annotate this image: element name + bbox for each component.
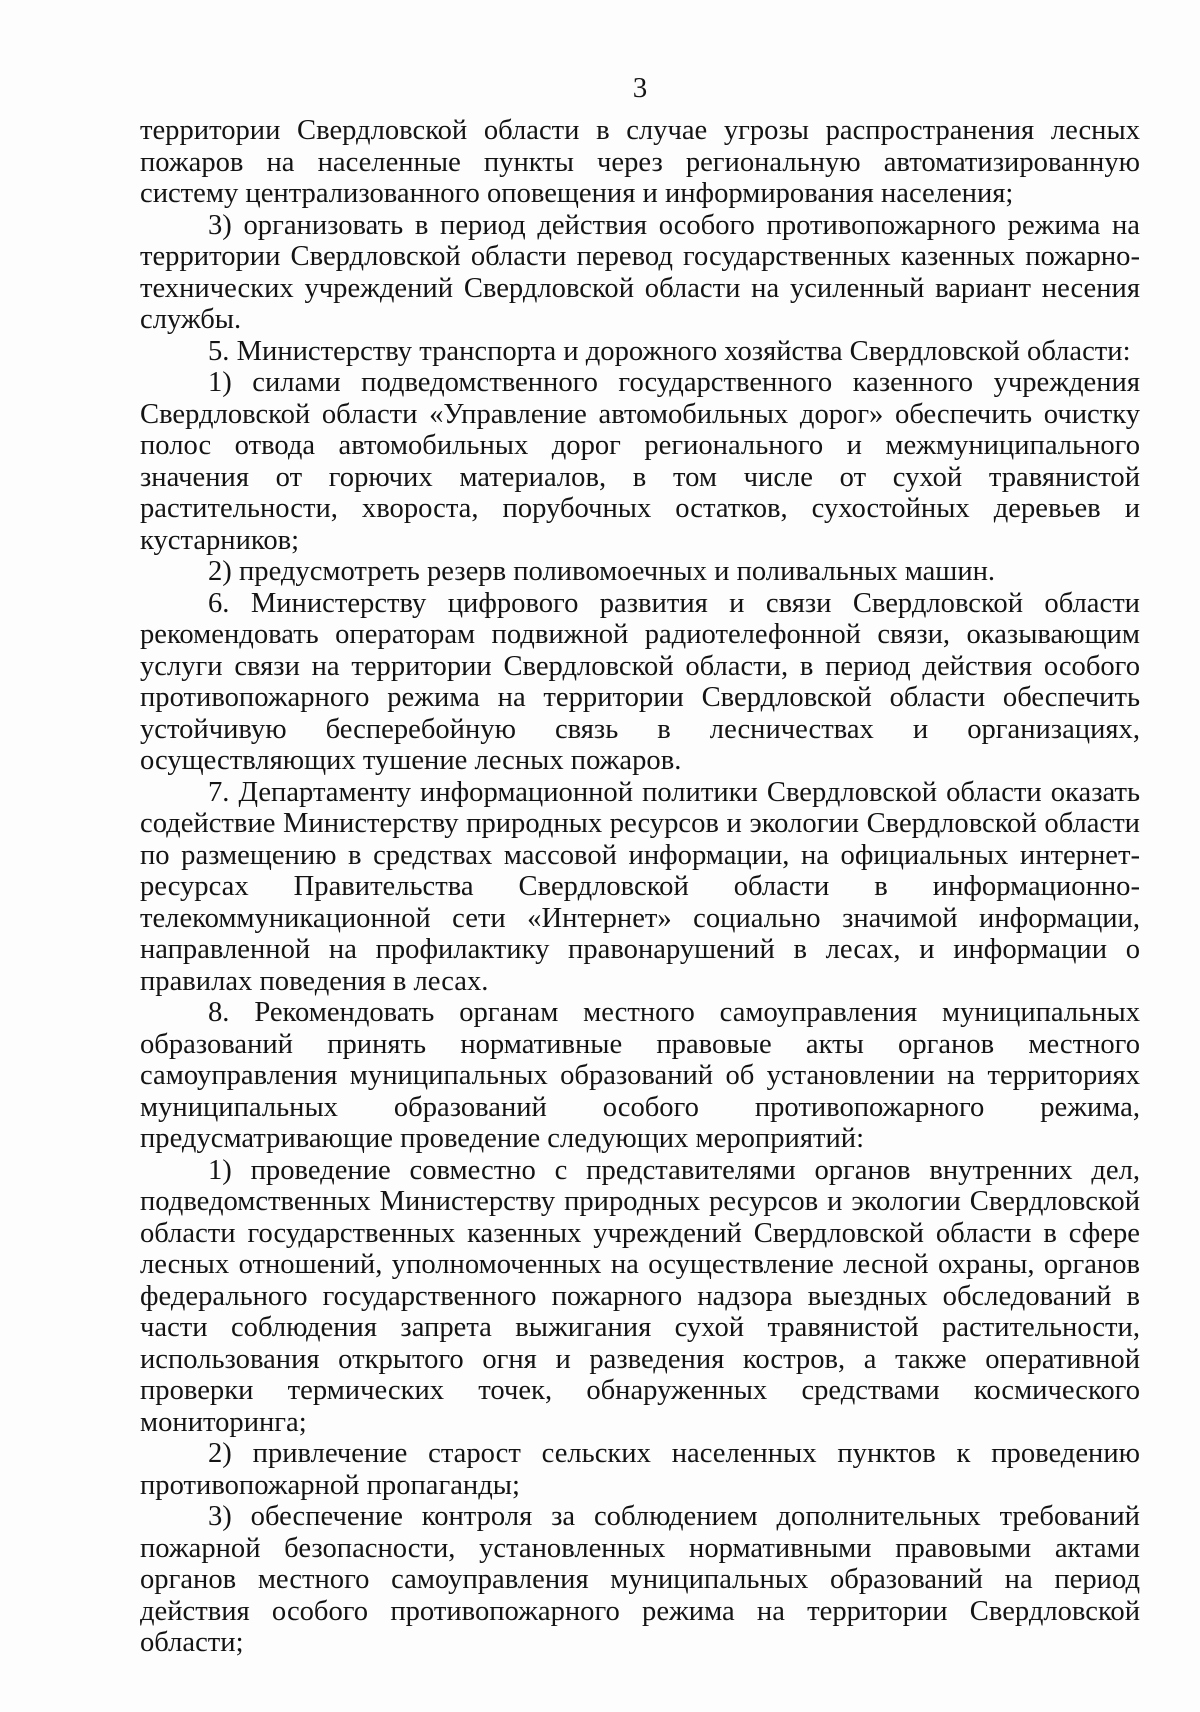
paragraph-section-8: 8. Рекомендовать органам местного самоуправления муниципальных образований принять нормативные правовые акты органов местного самоуправления муниципальных образований об установлении на территориях муниципальных образований особого противопожарного режима, предусматривающие проведение следующих мероприятий: xyxy=(140,997,1140,1154)
paragraph-item-4-3: 3) организовать в период действия особого противопожарного режима на территории Свердловской области перевод государственных казенных пожарно-технических учреждений Свердловской области на усиленный вариант несения службы. xyxy=(140,209,1140,335)
paragraph-item-8-2: 2) привлечение старост сельских населенных пунктов к проведению противопожарной пропаганды; xyxy=(140,1438,1140,1501)
paragraph-section-7: 7. Департаменту информационной политики Свердловской области оказать содействие Министерству природных ресурсов и экологии Свердловской области по размещению в средствах массовой информации, на официальных интернет-ресурсах Правительства Свердловской области в информационно-телекоммуникационной сети «Интернет» социально значимой информации, направленной на профилактику правонарушений в лесах, и информации о правилах поведения в лесах. xyxy=(140,776,1140,997)
paragraph-section-6: 6. Министерству цифрового развития и связи Свердловской области рекомендовать операторам подвижной радиотелефонной связи, оказывающим услуги связи на территории Свердловской области, в период действия особого противопожарного режима на территории Свердловской области обеспечить устойчивую бесперебойную связь в лесничествах и организациях, осуществляющих тушение лесных пожаров. xyxy=(140,587,1140,776)
paragraph-section-5: 5. Министерству транспорта и дорожного хозяйства Свердловской области: xyxy=(208,335,1131,367)
paragraph-item-5-1: 1) силами подведомственного государственного казенного учреждения Свердловской области «Управление автомобильных дорог» обеспечить очистку полос отвода автомобильных дорог регионального и межмуниципального значения от горючих материалов, в том числе от сухой травянистой растительности, хвороста, порубочных остатков, сухостойных деревьев и кустарников; xyxy=(140,367,1140,556)
paragraph-continuation: территории Свердловской области в случае угрозы распространения лесных пожаров на населенные пункты через региональную автоматизированную систему централизованного оповещения и информирования населения; xyxy=(140,115,1140,209)
paragraph-item-8-1: 1) проведение совместно с представителями органов внутренних дел, подведомственных Министерству природных ресурсов и экологии Свердловской области государственных казенных учреждений Свердловской области в сфере лесных отношений, уполномоченных на осуществление лесной охраны, органов федерального государственного пожарного надзора выездных обследований в части соблюдения запрета выжигания сухой травянистой растительности, использования открытого огня и разведения костров, а также оперативной проверки термических точек, обнаруженных средствами космического мониторинга; xyxy=(140,1154,1140,1438)
paragraph-item-5-2: 2) предусмотреть резерв поливомоечных и поливальных машин. xyxy=(208,556,996,587)
page-number: 3 xyxy=(632,72,648,104)
document-body xyxy=(140,115,1140,1659)
paragraph-item-8-3: 3) обеспечение контроля за соблюдением дополнительных требований пожарной безопасности, установленных нормативными правовыми актами органов местного самоуправления муниципальных образований на период действия особого противопожарного режима на территории Свердловской области; xyxy=(140,1501,1140,1658)
